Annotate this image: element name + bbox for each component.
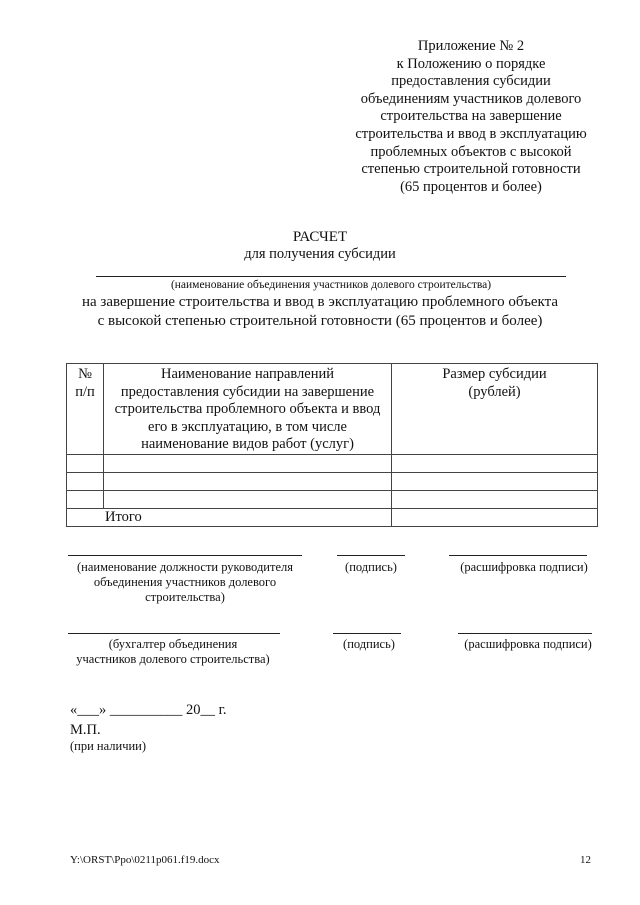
table-cell [104, 472, 392, 490]
header-direction-line: предоставления субсидии на завершение [120, 383, 375, 400]
table-cell [104, 490, 392, 508]
appendix-line: степенью строительной готовности [361, 161, 581, 178]
table-cell [67, 490, 104, 508]
head-signature-caption: (подпись) [345, 560, 397, 574]
appendix-line: строительства на завершение [380, 108, 562, 125]
appendix-line: к Положению о порядке [396, 55, 546, 72]
accountant-transcript-line [458, 633, 592, 634]
header-direction-line: Наименование направлений [160, 366, 335, 382]
accountant-line [68, 633, 280, 634]
head-transcript-caption: (расшифровка подписи) [460, 560, 588, 574]
accountant-signature-line [333, 633, 401, 634]
file-path: Y:\ORST\Ppo\0211p061.f19.docx [70, 854, 220, 866]
header-direction-line: наименование видов работ (услуг) [141, 436, 354, 452]
header-direction-line: его в эксплуатацию, в том числе [148, 418, 347, 435]
accountant-transcript-caption: (расшифровка подписи) [464, 637, 592, 651]
head-transcript-line [449, 555, 587, 556]
appendix-line: предоставления субсидии [391, 73, 551, 90]
table-total-row [67, 508, 598, 526]
table-row [67, 490, 598, 508]
caption-line: (наименование должности руководителя [77, 560, 293, 574]
header-number [67, 364, 104, 455]
accountant-signature-caption: (подпись) [343, 637, 395, 651]
total-value-cell [392, 508, 598, 526]
page-number: 12 [580, 854, 591, 866]
organization-name-caption: (наименование объединения участников долевого строительства) [170, 279, 492, 291]
header-number-line: № [78, 366, 92, 382]
header-amount-line: Размер субсидии [442, 366, 547, 382]
head-signature-line [337, 555, 405, 556]
table-cell [392, 472, 598, 490]
appendix-line: (65 процентов и более) [400, 178, 542, 195]
appendix-line: проблемных объектов с высокой [370, 143, 572, 160]
appendix-line: объединениям участников долевого [360, 90, 582, 107]
accountant-caption [58, 637, 288, 667]
document-subtitle: для получения субсидии [244, 246, 396, 262]
total-label: Итого [67, 508, 392, 526]
caption-line: строительства) [145, 590, 225, 604]
header-number-line: п/п [75, 383, 95, 400]
table-cell [67, 454, 104, 472]
table-row [67, 472, 598, 490]
date-line: «___» __________ 20__ г. [70, 702, 227, 718]
subsidy-table [66, 363, 598, 527]
table-cell [392, 454, 598, 472]
stamp-note: (при наличии) [70, 739, 147, 753]
caption-line: (бухгалтер объединения [108, 637, 238, 651]
header-amount-line: (рублей) [468, 383, 521, 400]
document-title: РАСЧЕТ [292, 229, 348, 245]
header-direction-line: строительства проблемного объекта и ввод [114, 401, 381, 417]
title-line-2: с высокой степенью строительной готовности (65 процентов и более) [97, 313, 543, 329]
organization-name-line [96, 276, 566, 277]
header-direction [104, 364, 392, 455]
caption-line: объединения участников долевого [93, 575, 277, 589]
appendix-line: строительства и ввод в эксплуатацию [355, 125, 587, 142]
head-position-caption [62, 560, 308, 605]
table-header-row [67, 364, 598, 455]
table-cell [104, 454, 392, 472]
appendix-header [340, 38, 602, 196]
head-position-line [68, 555, 302, 556]
table-cell [67, 472, 104, 490]
header-amount [392, 364, 598, 455]
caption-line: участников долевого строительства) [76, 652, 270, 666]
appendix-line: Приложение № 2 [417, 38, 525, 54]
stamp-label: М.П. [70, 722, 101, 738]
table-cell [392, 490, 598, 508]
table-row [67, 454, 598, 472]
title-line-1: на завершение строительства и ввод в эксплуатацию проблемного объекта [81, 294, 559, 310]
